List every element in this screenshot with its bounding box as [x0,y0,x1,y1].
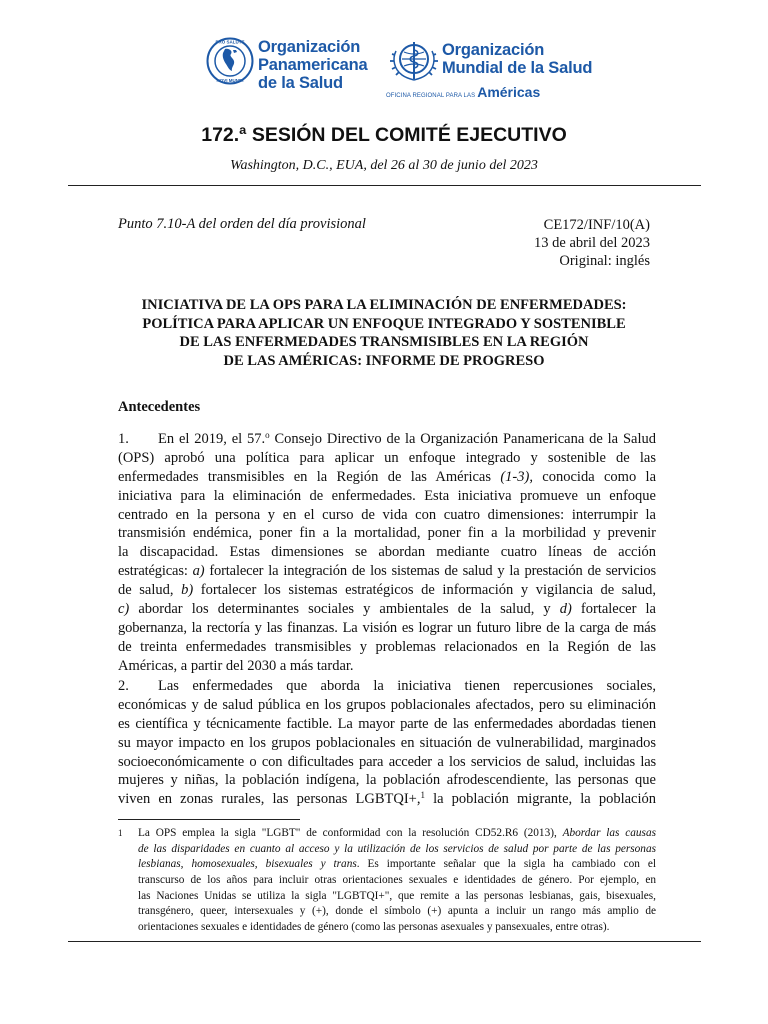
para-line: iniciativa para la eliminación de enfermedades. Esta iniciativa promueve un enfoque [118,487,656,504]
session-title: 172.ª SESIÓN DEL COMITÉ EJECUTIVO [201,124,567,146]
para-line: su mayor impacto en los grupos poblacionales en situación de vulnerabilidad, marginados [118,734,656,751]
footnote-line [118,826,656,842]
footnote-divider [118,819,300,820]
para-line: transmisión endémica, poner fin a la mortalidad, poner fin a la morbilidad y prevenir [118,525,656,542]
paho-name-line2: Panamericana [258,56,368,74]
para-line [118,562,656,581]
paragraph-2 [118,677,656,809]
who-logo [386,35,593,101]
paho-name-line3: de la Salud [258,74,343,92]
report-title-line: POLÍTICA PARA APLICAR UN ENFOQUE INTEGRADO Y SOSTENIBLE [142,315,626,332]
report-title-line: DE LAS AMÉRICAS: INFORME DE PROGRESO [223,352,545,369]
para-text: fortalecer la [571,601,656,618]
resolution-title: de las disparidades en cuanto al acceso y la utilización de los servicios de salud por parte de las personas [138,842,656,855]
para-text: conocida como la [532,468,657,485]
para-line [118,790,656,809]
paho-name-line1: Organización [258,38,361,56]
para-text: viven en zonas rurales, las personas LGBTQI+, [118,791,421,808]
para-line [118,677,656,696]
page-bottom-divider [68,941,701,942]
footnote-line: las Naciones Unidas se utiliza la sigla "LGBTQI+", que remite a las personas lesbianas, gais, bisexuales, [138,889,656,902]
para-line: gobernanza, la rectoría y las finanzas. La visión es lograr un futuro libre de la carga de más [118,619,656,636]
para-line [118,600,656,619]
para-text: enfermedades transmisibles en la Región de las Américas [118,468,501,485]
para-line: (OPS) aprobó una política para aplicar un enfoque integrado y sostenible de las [118,449,656,466]
list-marker: d) [559,601,572,618]
report-title-line: DE LAS ENFERMEDADES TRANSMISIBLES EN LA REGIÓN [179,334,589,350]
para-text: En el 2019, el 57. [158,431,266,447]
report-title-line: INICIATIVA DE LA OPS PARA LA ELIMINACIÓN DE ENFERMEDADES: [141,297,627,313]
para-text: Consejo Directivo de la Organización Panamericana de la Salud [269,431,656,447]
para-line [118,581,656,600]
section-heading: Antecedentes [118,399,201,415]
para-line: económicas y de salud pública en los grupos poblacionales afectados, pero su eliminación [118,696,656,713]
agenda-item: Punto 7.10-A del orden del día provisional [118,216,366,232]
list-marker: b) [181,582,194,599]
list-marker: c) [118,601,130,618]
footnote-line: transgénero, queer, intersexuales y (+), donde el símbolo (+) apunta a incluir un rango más amplio de [138,905,656,918]
para-text: fortalecer los sistemas estratégicos de información y vigilancia de salud, [193,582,656,599]
resolution-title: Abordar las causas [562,827,656,839]
para-text: abordar los determinantes sociales y ambientales de la salud, y [129,601,560,618]
paho-ring-top: PRO SALUTE [215,39,245,45]
footnote-line: transcurso de los años para incluir otras orientaciones sexuales e identidades de género. Por ejemplo, en [138,874,656,887]
footnote-line [118,857,656,873]
footnote-text: . Es importante señalar que la sigla ha cambiado con el [356,858,656,871]
paragraph-number: 2. [118,678,129,694]
document-date: 13 de abril del 2023 [534,235,650,251]
footnote-mark: 1 [118,828,123,838]
who-regional-office [386,84,540,102]
footnote-reference: 1 [420,790,425,801]
resolution-title: lesbianas, homosexuales, bisexuales y trans [138,858,357,871]
session-place-date: Washington, D.C., EUA, del 26 al 30 de junio del 2023 [230,158,538,173]
who-name-line1: Organización [442,41,545,59]
paragraph-1 [118,430,656,676]
footnote-text: La OPS emplea la sigla "LGBT" de conformidad con la resolución CD52.R6 (2013), [138,827,563,839]
para-text: de salud, [118,582,182,599]
ordinal-superscript: o [265,430,270,440]
para-line: centrado en la persona y en el curso de vida con cuatro dimensiones: interrumpir la [118,506,656,523]
footnote-line: orientaciones sexuales e identidades de género (como las personas asexuales y pansexuales, entre otras). [138,921,610,934]
paho-logo [206,37,371,97]
who-name-line2: Mundial de la Salud [442,59,593,77]
para-text: Las enfermedades que aborda la iniciativa tienen repercusiones sociales, [158,678,656,694]
para-line: socioeconómicamente o con dificultades para acceder a los servicios de salud, incluidas las [118,753,656,770]
document-code: CE172/INF/10(A) [543,217,650,233]
para-text: estratégicas: [118,563,193,580]
para-line: la discapacidad. Estas dimensiones se abordan mediante cuatro líneas de acción [118,544,656,561]
para-line: es científica y técnicamente factible. La mayor parte de las enfermedades abordadas tienen [118,715,656,732]
para-line: mujeres y niñas, la población indígena, la población afrodescendiente, las personas que [118,772,656,789]
reference-citation: (1-3), [500,468,533,485]
list-marker: a) [192,563,205,580]
report-title [100,296,668,370]
footnote-line [118,842,656,858]
document-original-language: Original: inglés [559,253,650,269]
footnote [118,826,656,936]
para-line [118,468,656,487]
who-emblem-icon [386,35,442,87]
paho-emblem-icon [206,37,254,85]
document-metadata [534,216,650,270]
paragraph-number: 1. [118,431,129,447]
para-text: la población migrante, la población [424,791,656,808]
para-line: de treinta enfermedades transmisibles y problemas relacionados en la Región de las [118,638,656,655]
para-line: Américas, a partir del 2030 a más tardar. [118,657,354,674]
paho-ring-bottom: NOVI MUNDI [216,78,244,83]
para-text: fortalecer la integración de los sistemas de salud y la prestación de servicios [204,563,656,580]
who-regional-big: Américas [477,84,541,100]
header-divider [68,185,701,186]
who-regional-small: OFICINA REGIONAL PARA LAS [386,93,476,99]
para-line [118,430,656,449]
